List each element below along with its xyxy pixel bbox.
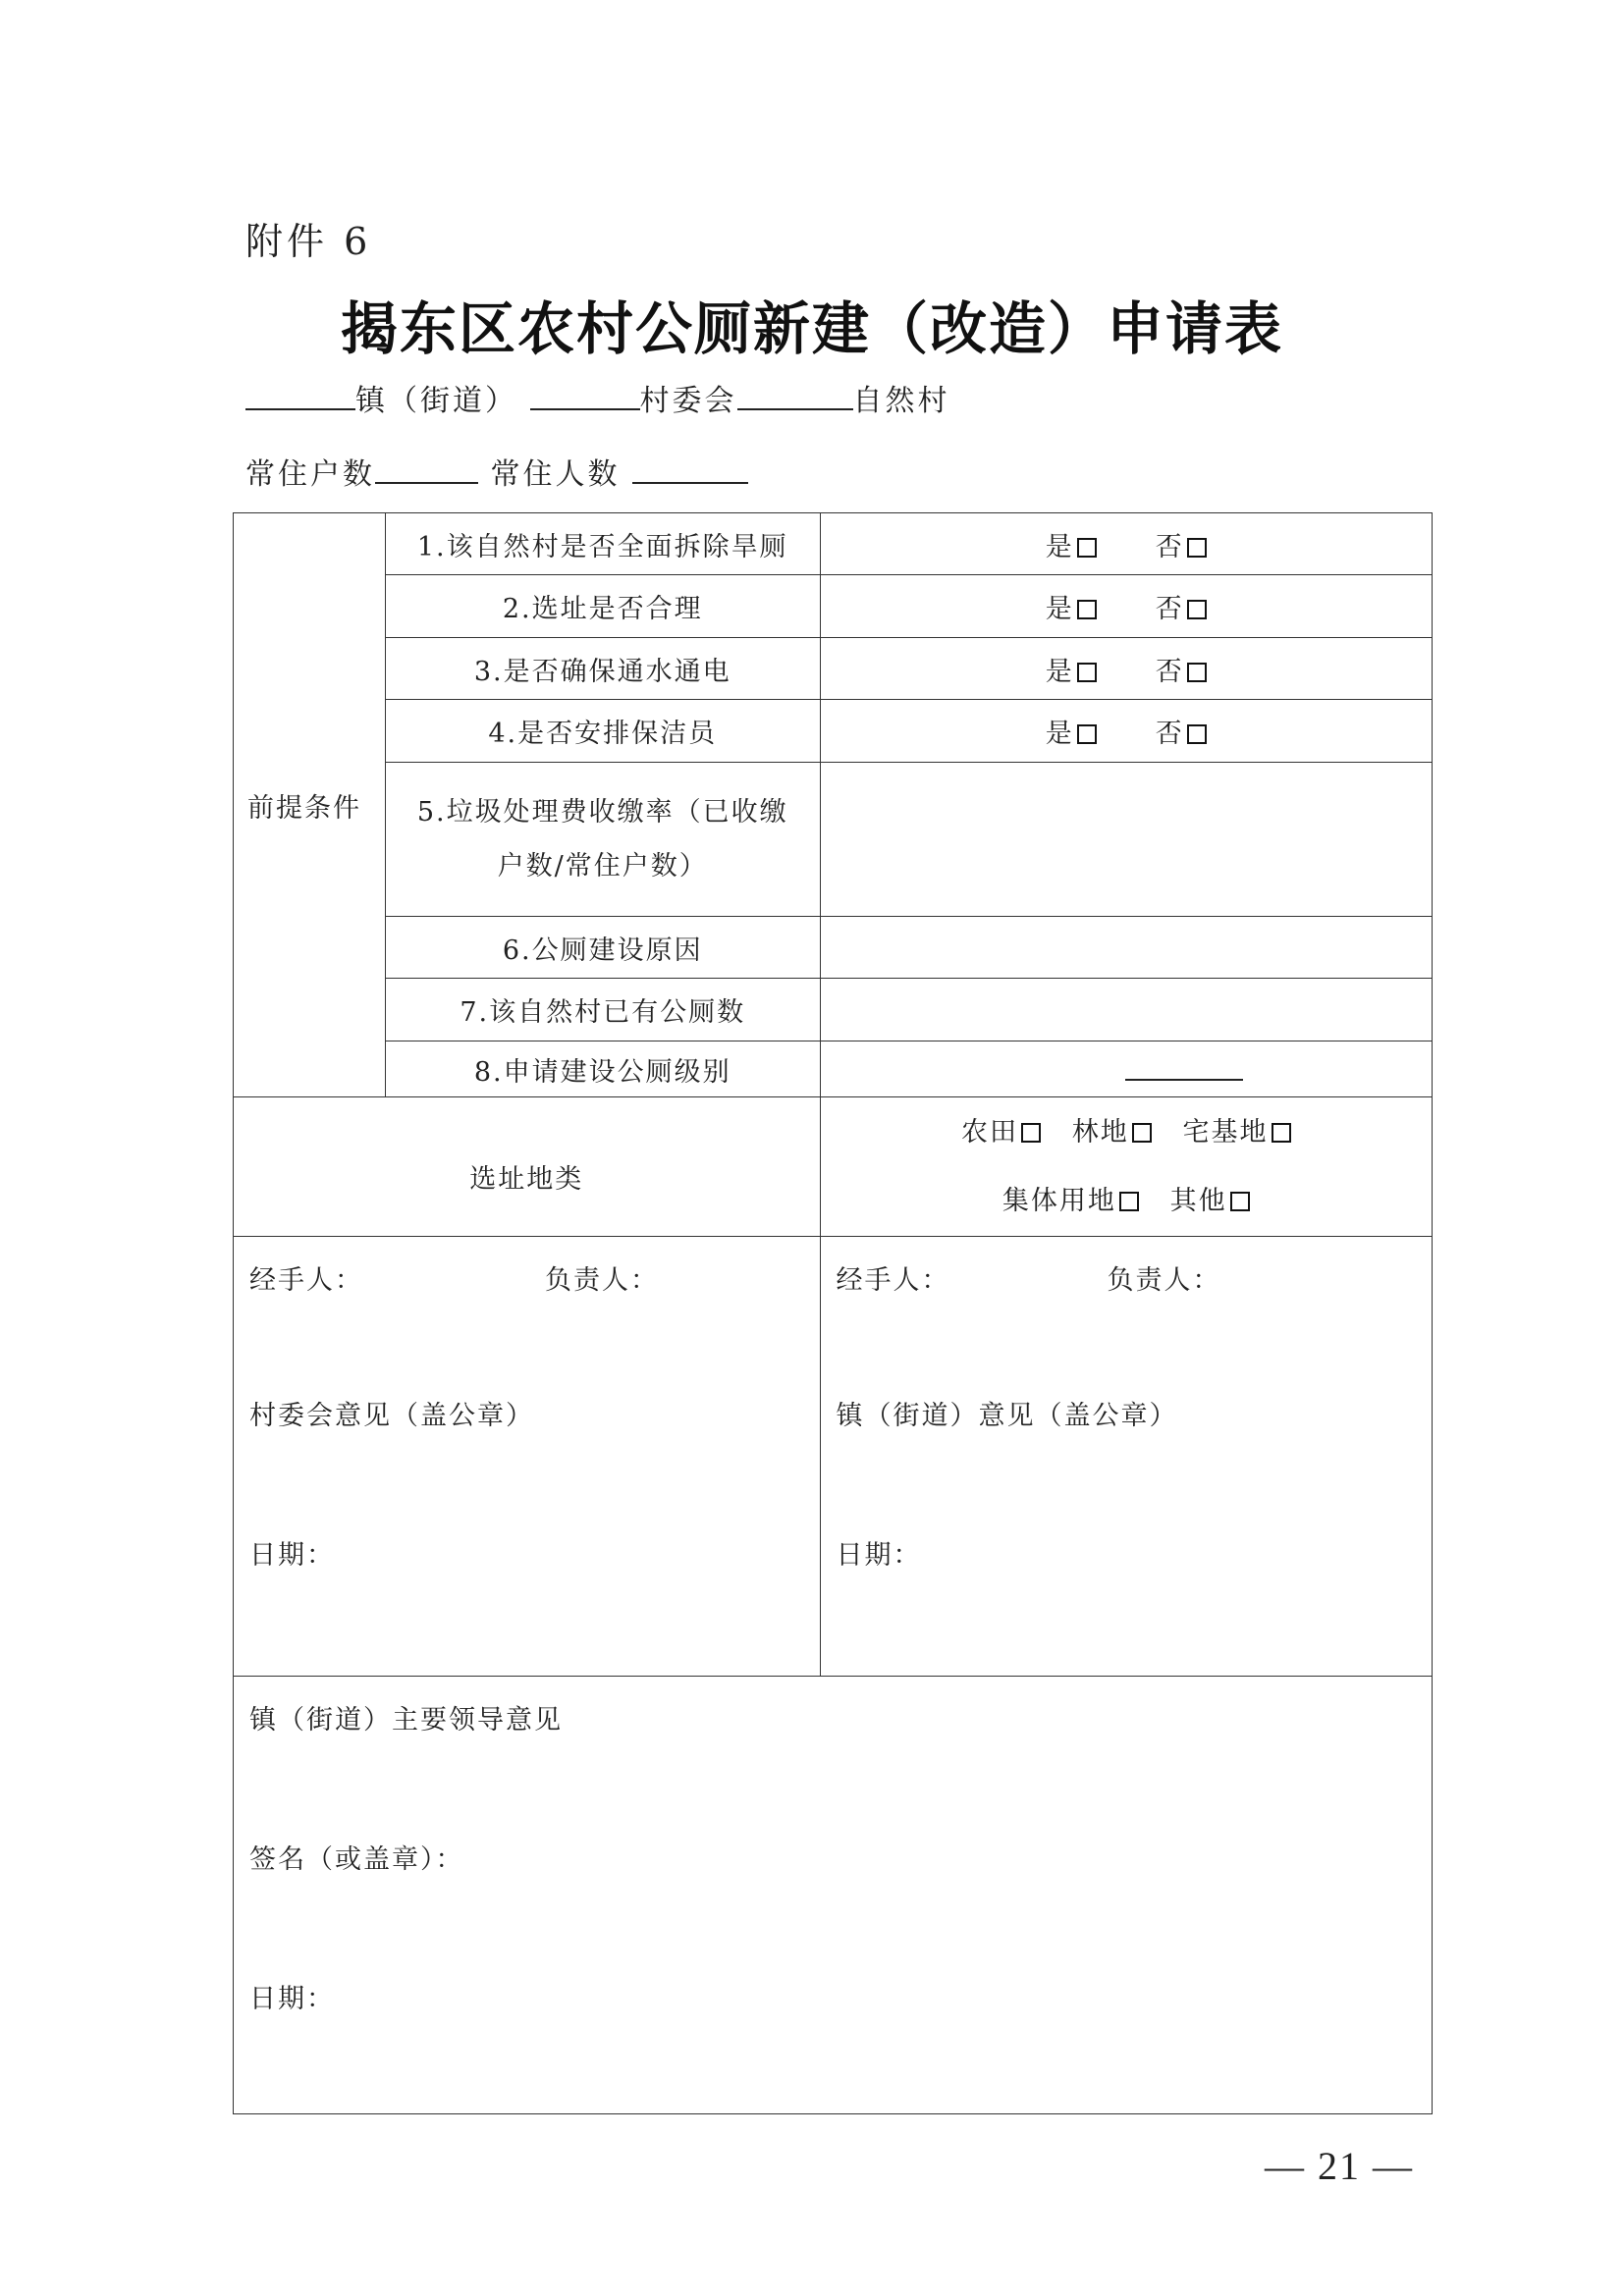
no-label: 否 <box>1155 531 1184 562</box>
option-homestead: 宅基地 <box>1182 1116 1269 1148</box>
yes-checkbox[interactable] <box>1077 538 1097 558</box>
population-blank[interactable] <box>632 453 748 484</box>
town-suffix: 镇（街道） <box>355 384 517 418</box>
prerequisites-label: 前提条件 <box>234 513 386 1097</box>
table-row <box>234 1097 1433 1237</box>
application-table <box>233 512 1433 2114</box>
table-row <box>234 575 1433 638</box>
no-label: 否 <box>1155 594 1184 624</box>
town-blank[interactable] <box>245 379 355 410</box>
page-number: — 21 — <box>1265 2144 1414 2188</box>
village-responsible-label: 负责人： <box>545 1265 659 1296</box>
table-row <box>234 763 1433 917</box>
no-checkbox[interactable] <box>1187 663 1207 682</box>
households-label: 常住户数 <box>245 457 375 492</box>
existing-toilets-field[interactable] <box>820 979 1432 1041</box>
option-collective-land: 集体用地 <box>1001 1185 1116 1216</box>
signature-label: 签名（或盖章）： <box>249 1844 464 1875</box>
table-row <box>234 917 1433 979</box>
village-opinion-label: 村委会意见（盖公章） <box>249 1401 534 1431</box>
yes-label: 是 <box>1045 656 1074 687</box>
table-row <box>234 513 1433 575</box>
option-forest: 林地 <box>1071 1116 1129 1148</box>
leader-opinion-label: 镇（街道）主要领导意见 <box>249 1705 563 1735</box>
forest-checkbox[interactable] <box>1132 1123 1152 1143</box>
town-handler-label: 经手人： <box>836 1265 950 1296</box>
yes-checkbox[interactable] <box>1077 663 1097 682</box>
no-label: 否 <box>1155 719 1184 749</box>
leader-date-label: 日期： <box>249 1984 335 2014</box>
level-blank[interactable] <box>1125 1079 1243 1081</box>
yes-no-choice <box>820 700 1432 763</box>
attachment-label: 附件 6 <box>245 220 372 263</box>
site-type-row-2 <box>821 1167 1432 1236</box>
table-row <box>234 638 1433 700</box>
other-checkbox[interactable] <box>1230 1192 1250 1211</box>
prerequisite-item-7: 7.该自然村已有公厕数 <box>385 979 820 1041</box>
town-date-label: 日期： <box>836 1540 922 1571</box>
yes-label: 是 <box>1045 594 1074 624</box>
table-row <box>234 700 1433 763</box>
prerequisite-item-4: 4.是否安排保洁员 <box>385 700 820 763</box>
homestead-checkbox[interactable] <box>1272 1123 1291 1143</box>
town-opinion-label: 镇（街道）意见（盖公章） <box>836 1401 1178 1431</box>
site-type-row-1 <box>821 1098 1432 1167</box>
village-date-label: 日期： <box>249 1540 335 1571</box>
population-line <box>245 450 748 493</box>
collection-rate-field[interactable] <box>820 763 1432 917</box>
no-checkbox[interactable] <box>1187 538 1207 558</box>
option-other: 其他 <box>1169 1185 1227 1216</box>
committee-suffix: 村委会 <box>639 384 737 418</box>
location-line <box>245 376 950 419</box>
collective-land-checkbox[interactable] <box>1119 1192 1139 1211</box>
construction-reason-field[interactable] <box>820 917 1432 979</box>
population-label: 常住人数 <box>490 457 621 492</box>
no-label: 否 <box>1155 656 1184 687</box>
no-checkbox[interactable] <box>1187 600 1207 619</box>
prerequisite-item-6: 6.公厕建设原因 <box>385 917 820 979</box>
town-block[interactable] <box>820 1237 1432 1677</box>
yes-no-choice <box>820 638 1432 700</box>
households-blank[interactable] <box>375 453 478 484</box>
prerequisite-item-1: 1.该自然村是否全面拆除旱厕 <box>385 513 820 575</box>
yes-no-choice <box>820 575 1432 638</box>
prerequisite-item-3: 3.是否确保通水通电 <box>385 638 820 700</box>
yes-label: 是 <box>1045 531 1074 562</box>
site-type-options <box>820 1097 1432 1237</box>
prerequisite-item-2: 2.选址是否合理 <box>385 575 820 638</box>
village-handler-label: 经手人： <box>249 1265 363 1296</box>
town-responsible-label: 负责人： <box>1107 1265 1221 1296</box>
yes-checkbox[interactable] <box>1077 724 1097 744</box>
leader-opinion-block[interactable] <box>234 1677 1433 2114</box>
village-blank[interactable] <box>737 379 853 410</box>
prerequisite-item-8: 8.申请建设公厕级别 <box>385 1041 820 1097</box>
table-row <box>234 1041 1433 1097</box>
village-committee-block[interactable] <box>234 1237 821 1677</box>
site-type-label: 选址地类 <box>234 1097 821 1237</box>
yes-label: 是 <box>1045 719 1074 749</box>
village-suffix: 自然村 <box>852 384 950 418</box>
farmland-checkbox[interactable] <box>1021 1123 1041 1143</box>
yes-checkbox[interactable] <box>1077 600 1097 619</box>
option-farmland: 农田 <box>961 1116 1018 1148</box>
table-row <box>234 979 1433 1041</box>
yes-no-choice <box>820 513 1432 575</box>
no-checkbox[interactable] <box>1187 724 1207 744</box>
committee-blank[interactable] <box>530 379 640 410</box>
prerequisite-item-5: 5.垃圾处理费收缴率（已收缴户数/常住户数） <box>385 763 820 917</box>
table-row <box>234 1677 1433 2114</box>
table-row <box>234 1237 1433 1677</box>
toilet-level-field[interactable] <box>820 1041 1432 1097</box>
form-title: 揭东区农村公厕新建（改造）申请表 <box>340 295 1283 362</box>
